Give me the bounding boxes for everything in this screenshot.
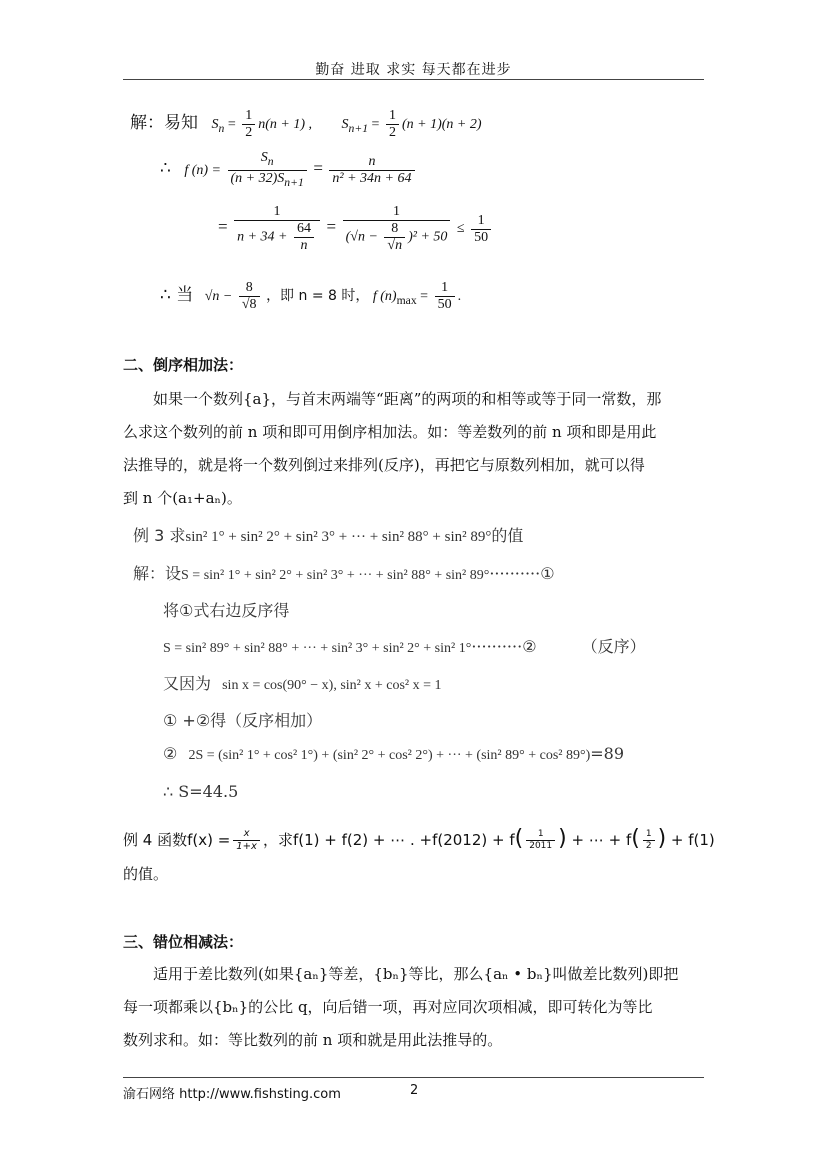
solution-line-2: ∴ f (n) = $\frac{S_n}{(n + 32)S_{n+1}}$ = $\frac{n}{\text{n² + 34n + 64}}$ <box>160 150 418 191</box>
example-3-reverse-text: 将①式右边反序得 <box>163 601 290 620</box>
section-heading-reverse-add: 二、倒序相加法： <box>123 356 244 374</box>
section-heading-misaligned-subtract: 三、错位相减法： <box>123 933 244 951</box>
solution-line-1: 解：易知 $S_n$ = $\frac{1}{2}$ n(n + 1) , $S_{n+1}$ = $\frac{1}{2}$ (n + 1)(n + 2) <box>130 108 482 141</box>
section3-para-line-1: 适用于差比数列(如果{aₙ}等差，{bₙ}等比，那么{aₙ • bₙ}叫做差比数列)即把 <box>153 965 679 983</box>
section3-para-line-3: 数列求和。如：等比数列的前 n 项和就是用此法推导的。 <box>123 1031 503 1049</box>
example-3-because: 又因为 sin x = cos(90° − x), sin² x + cos² x = 1 <box>163 674 442 693</box>
section3-para-line-2: 每一项都乘以{bₙ}的公比 q，向后错一项，再对应同次项相减，即可转化为等比 <box>123 998 653 1016</box>
example-4-line-2: 的值。 <box>123 865 169 883</box>
page-number: 2 <box>410 1083 419 1098</box>
example-3-add-text: ① +②得（反序相加） <box>163 711 323 730</box>
section2-para-line-4: 到 n 个(a₁+aₙ)。 <box>123 489 242 507</box>
example-3-sum: ② 2S = (sin² 1° + cos² 1°) + (sin² 2° + cos² 2°) + ··· + (sin² 89° + cos² 89°)=89 <box>163 744 624 763</box>
example-3-reverse-expr: S = sin² 89° + sin² 88° + ··· + sin² 3° + sin² 2° + sin² 1°··········② （反序） <box>163 637 646 656</box>
footer-rule <box>123 1077 704 1078</box>
footer-site: 渝石网络 http://www.fishsting.com <box>123 1087 341 1102</box>
section2-para-line-2: 么求这个数列的前 n 项和即可用倒序相加法。如：等差数列的前 n 项和即是用此 <box>123 423 657 441</box>
example-3-title: 例 3 求sin² 1° + sin² 2° + sin² 3° + ··· + sin² 88° + sin² 89°的值 <box>133 526 524 545</box>
example-3-solution: 解：设S = sin² 1° + sin² 2° + sin² 3° + ··· + sin² 88° + sin² 89°··········① <box>133 564 555 583</box>
example-4-line-1: 例 4 函数f(x) = $\frac{x}{1+x}$ ，求f(1) + f(2) + ⋯ . +f(2012) + f( $\frac{1}{2011}$ ) + ⋯ + f( $\frac{1}{2}$ ) + f(1) <box>123 826 715 852</box>
solution-line-4: ∴ 当 √n − $\frac{8}{√8}$ ，即 n = 8 时， f $(n)_{max}$ = $\frac{1}{50}$ . <box>160 280 462 313</box>
header-rule <box>123 79 704 80</box>
solution-line-3: = 1 n + 34 + $\frac{64}{n}$ = 1 (√n − $\frac{8}{√n}$ )² + 50 ≤ $\frac{1}{50}$ <box>218 204 494 254</box>
page-header: 勤奋 进取 求实 每天都在进步 <box>315 62 512 78</box>
section2-para-line-1: 如果一个数列{a}，与首末两端等“距离”的两项的和相等或等于同一常数，那 <box>153 390 662 408</box>
example-3-result: ∴ S=44.5 <box>163 782 239 801</box>
section2-para-line-3: 法推导的，就是将一个数列倒过来排列(反序)，再把它与原数列相加，就可以得 <box>123 456 645 474</box>
